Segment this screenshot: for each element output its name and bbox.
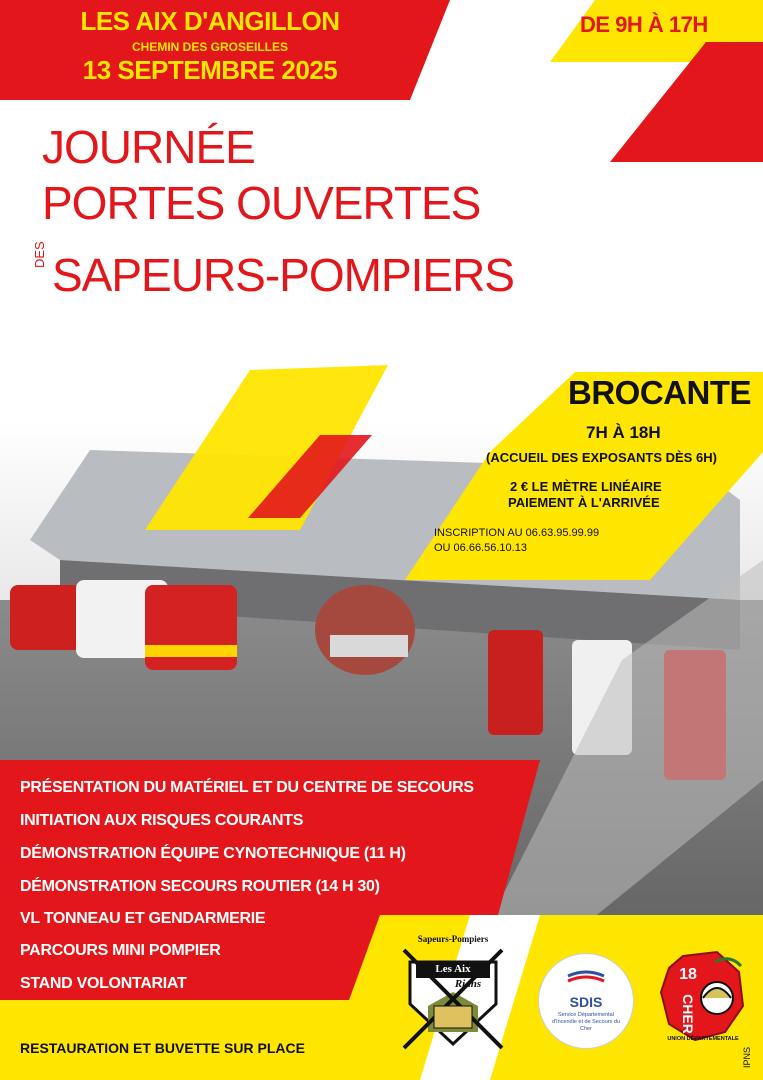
ipns-credit: IPNS bbox=[742, 1046, 752, 1068]
activity-item: INITIATION AUX RISQUES COURANTS bbox=[20, 812, 304, 829]
brocante-signup-1: INSCRIPTION AU 06.63.95.99.99 bbox=[434, 527, 600, 539]
sdis-acronym: SDIS bbox=[569, 994, 603, 1010]
brocante-price: 2 € LE MÈTRE LINÉAIRE bbox=[510, 479, 662, 494]
title-line-1: JOURNÉE bbox=[42, 121, 255, 173]
vehicle-3 bbox=[145, 585, 237, 670]
ud-caption: UNION DÉPARTEMENTALE bbox=[667, 1036, 739, 1042]
title-line-3: SAPEURS-POMPIERS bbox=[52, 249, 514, 301]
vehicle-4 bbox=[488, 630, 543, 735]
ud-logo bbox=[655, 948, 747, 1048]
tower-windows bbox=[330, 635, 408, 657]
amicale-logo bbox=[398, 930, 508, 1050]
brocante-signup-2: OU 06.66.56.10.13 bbox=[434, 542, 527, 554]
amicale-logo-name-2: Rians bbox=[454, 978, 482, 990]
street-name: CHEMIN DES GROSEILLES bbox=[131, 40, 289, 54]
event-date: 13 SEPTEMBRE 2025 bbox=[82, 55, 338, 85]
activity-item: STAND VOLONTARIAT bbox=[20, 975, 187, 992]
brocante-title: BROCANTE bbox=[568, 374, 751, 411]
vehicle-3-stripe bbox=[145, 645, 237, 657]
restauration-note: RESTAURATION ET BUVETTE SUR PLACE bbox=[20, 1040, 305, 1056]
title-line-2: PORTES OUVERTES bbox=[42, 177, 481, 229]
sdis-logo bbox=[538, 953, 634, 1049]
sdis-full-name: Service Départemental d'Incendie et de Secours du Cher bbox=[551, 1012, 620, 1032]
activity-item: VL TONNEAU ET GENDARMERIE bbox=[20, 910, 266, 927]
shield-icon bbox=[398, 944, 508, 1054]
ud-name: CHER bbox=[680, 994, 696, 1034]
activity-item: DÉMONSTRATION ÉQUIPE CYNOTECHNIQUE (11 H) bbox=[20, 845, 406, 862]
brocante-hours: 7H À 18H bbox=[586, 423, 661, 442]
ud-number: 18 bbox=[679, 966, 697, 983]
brocante-welcome: (ACCUEIL DES EXPOSANTS DÈS 6H) bbox=[486, 450, 717, 465]
town-name: LES AIX D'ANGILLON bbox=[80, 6, 340, 36]
flag-icon bbox=[566, 970, 606, 990]
department-map-icon bbox=[655, 948, 747, 1048]
event-hours: DE 9H À 17H bbox=[580, 12, 708, 37]
activity-item: DÉMONSTRATION SECOURS ROUTIER (14 H 30) bbox=[20, 878, 380, 895]
amicale-logo-name-1: Les Aix bbox=[435, 963, 471, 975]
tower bbox=[315, 585, 415, 675]
activity-item: PRÉSENTATION DU MATÉRIEL ET DU CENTRE DE SECOURS bbox=[20, 779, 474, 796]
title-prefix: DES bbox=[32, 241, 47, 268]
brocante-payment: PAIEMENT À L'ARRIVÉE bbox=[508, 495, 660, 510]
amicale-logo-title: Sapeurs-Pompiers bbox=[417, 934, 489, 944]
activity-item: PARCOURS MINI POMPIER bbox=[20, 942, 221, 959]
